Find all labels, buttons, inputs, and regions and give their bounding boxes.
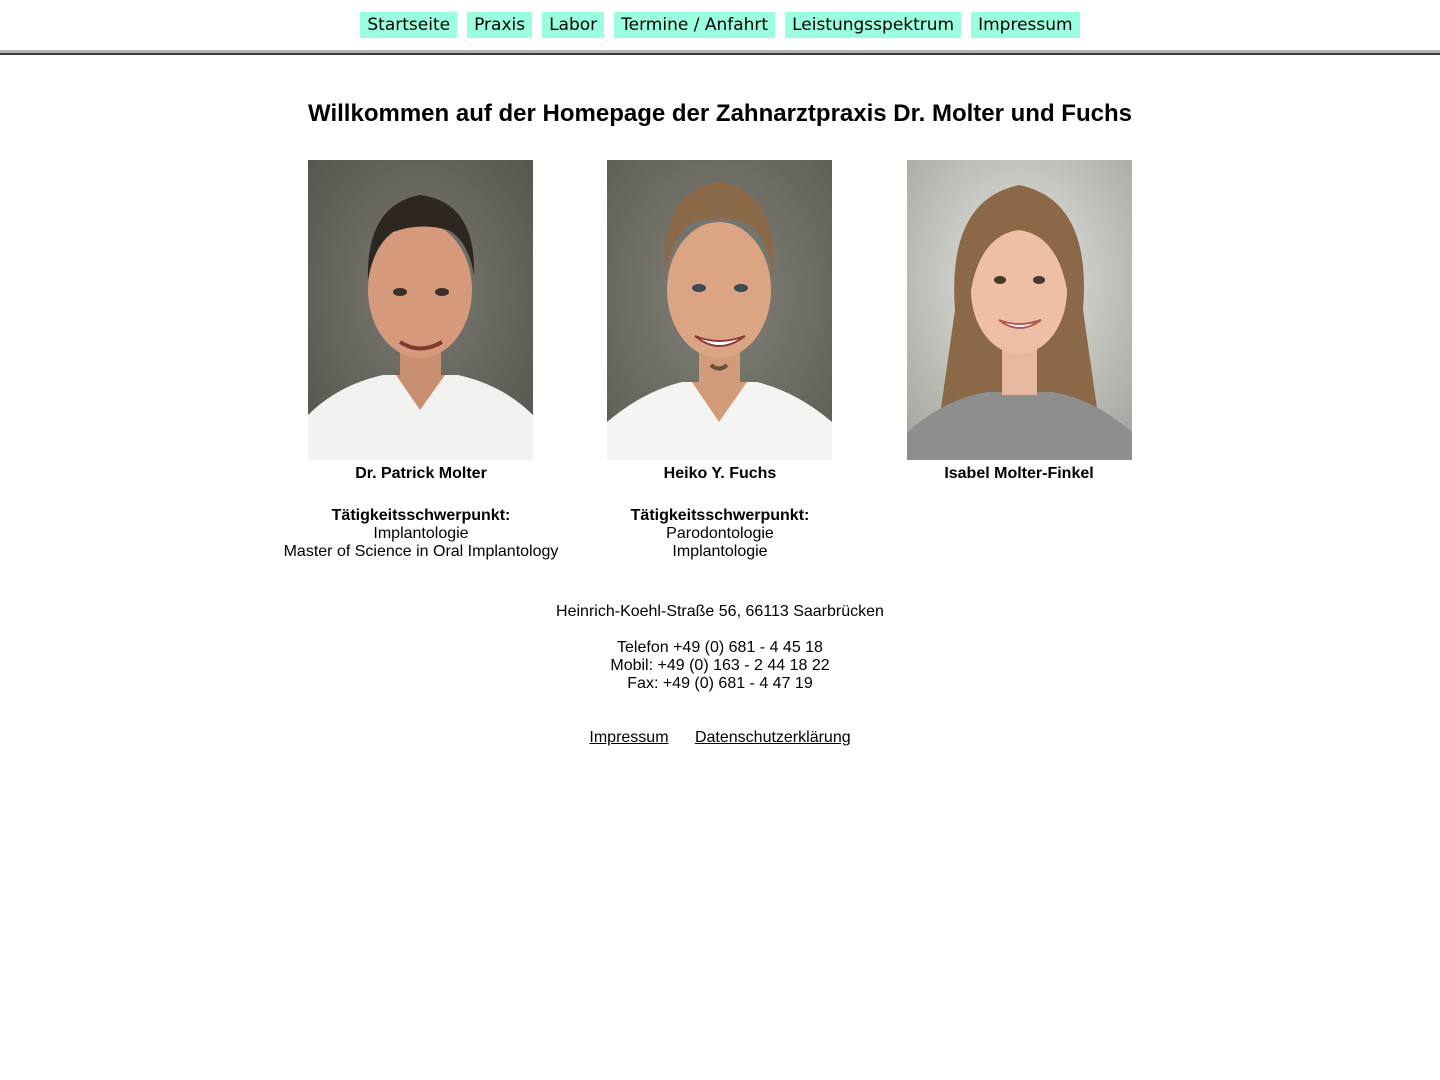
focus-item: Implantologie xyxy=(373,525,469,542)
portrait-man-blond-hair-image xyxy=(607,160,832,460)
contact-address: Heinrich-Koehl-Straße 56, 66113 Saarbrücken xyxy=(556,603,884,620)
photo-heiko-fuchs xyxy=(607,160,832,460)
portrait-man-dark-hair-image xyxy=(308,160,533,460)
page-title: Willkommen auf der Homepage der Zahnarztpraxis Dr. Molter und Fuchs xyxy=(308,100,1132,127)
footer-impressum-link[interactable]: Impressum xyxy=(589,729,669,746)
nav-praxis[interactable]: Praxis xyxy=(467,12,532,38)
main-navigation xyxy=(0,12,1440,38)
focus-label: Tätigkeitsschwerpunkt: xyxy=(630,507,810,524)
nav-termine-anfahrt[interactable]: Termine / Anfahrt xyxy=(614,12,775,38)
nav-impressum[interactable]: Impressum xyxy=(971,12,1080,38)
nav-labor[interactable]: Labor xyxy=(542,12,604,38)
focus-item: Parodontologie xyxy=(666,525,774,542)
contact-phone: Telefon +49 (0) 681 - 4 45 18 xyxy=(617,639,823,656)
nav-leistungsspektrum[interactable]: Leistungsspektrum xyxy=(785,12,961,38)
team-member-name: Heiko Y. Fuchs xyxy=(663,465,777,482)
team-member-name: Dr. Patrick Molter xyxy=(355,465,487,482)
footer-datenschutz-link[interactable]: Datenschutzerklärung xyxy=(694,729,851,746)
focus-item: Master of Science in Oral Implantology xyxy=(283,543,559,560)
team-member-name: Isabel Molter-Finkel xyxy=(944,465,1094,482)
nav-startseite[interactable]: Startseite xyxy=(360,12,457,38)
footer-links xyxy=(0,729,1440,747)
contact-fax: Fax: +49 (0) 681 - 4 47 19 xyxy=(627,675,813,692)
focus-item: Implantologie xyxy=(672,543,768,560)
photo-patrick-molter xyxy=(308,160,533,460)
photo-isabel-molter-finkel xyxy=(907,160,1132,460)
portrait-woman-long-hair-image xyxy=(907,160,1132,460)
contact-mobile: Mobil: +49 (0) 163 - 2 44 18 22 xyxy=(610,657,830,674)
header-divider xyxy=(0,50,1440,55)
focus-label: Tätigkeitsschwerpunkt: xyxy=(331,507,511,524)
